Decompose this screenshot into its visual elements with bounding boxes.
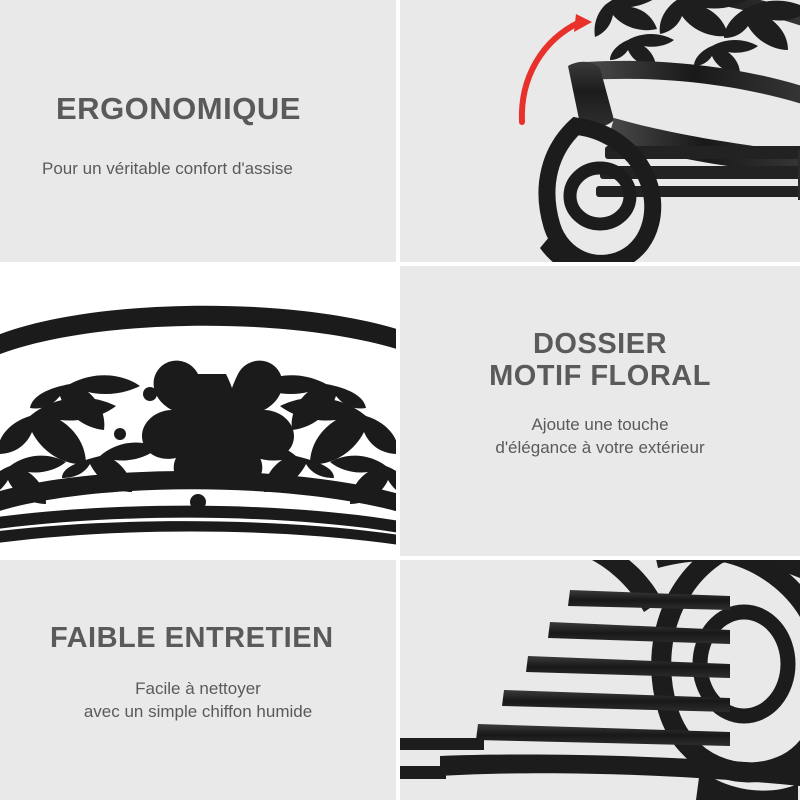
headline-dossier-floral (400, 328, 800, 393)
bench-armrest-illustration (400, 0, 800, 262)
panel-seat-slats-photo (400, 560, 800, 800)
floral-backrest-illustration (0, 266, 396, 556)
subtext-line-1: Ajoute une touche (531, 415, 669, 434)
bench-seat-slats-illustration (400, 560, 800, 800)
headline-ergonomique: ERGONOMIQUE (56, 91, 301, 126)
headline-line-1: DOSSIER (532, 328, 668, 360)
subtext-dossier-floral (400, 414, 800, 460)
panel-faible-entretien (0, 560, 396, 800)
panel-ergonomique (0, 0, 396, 262)
divider-horizontal-bottom (0, 556, 800, 560)
headline-faible-entretien: FAIBLE ENTRETIEN (50, 622, 334, 654)
subtext-line-1: Facile à nettoyer (135, 679, 261, 698)
subtext-faible-entretien (0, 678, 396, 724)
panel-floral-detail-photo (0, 266, 396, 556)
subtext-line-2: d'élégance à votre extérieur (495, 437, 705, 457)
headline-line-2: MOTIF FLORAL (489, 360, 711, 393)
divider-horizontal-top (0, 262, 800, 266)
divider-vertical (396, 0, 400, 800)
subtext-ergonomique: Pour un véritable confort d'assise (42, 159, 293, 178)
panel-armrest-photo (400, 0, 800, 262)
panel-dossier-floral (400, 266, 800, 556)
subtext-line-2: avec un simple chiffon humide (83, 701, 313, 721)
